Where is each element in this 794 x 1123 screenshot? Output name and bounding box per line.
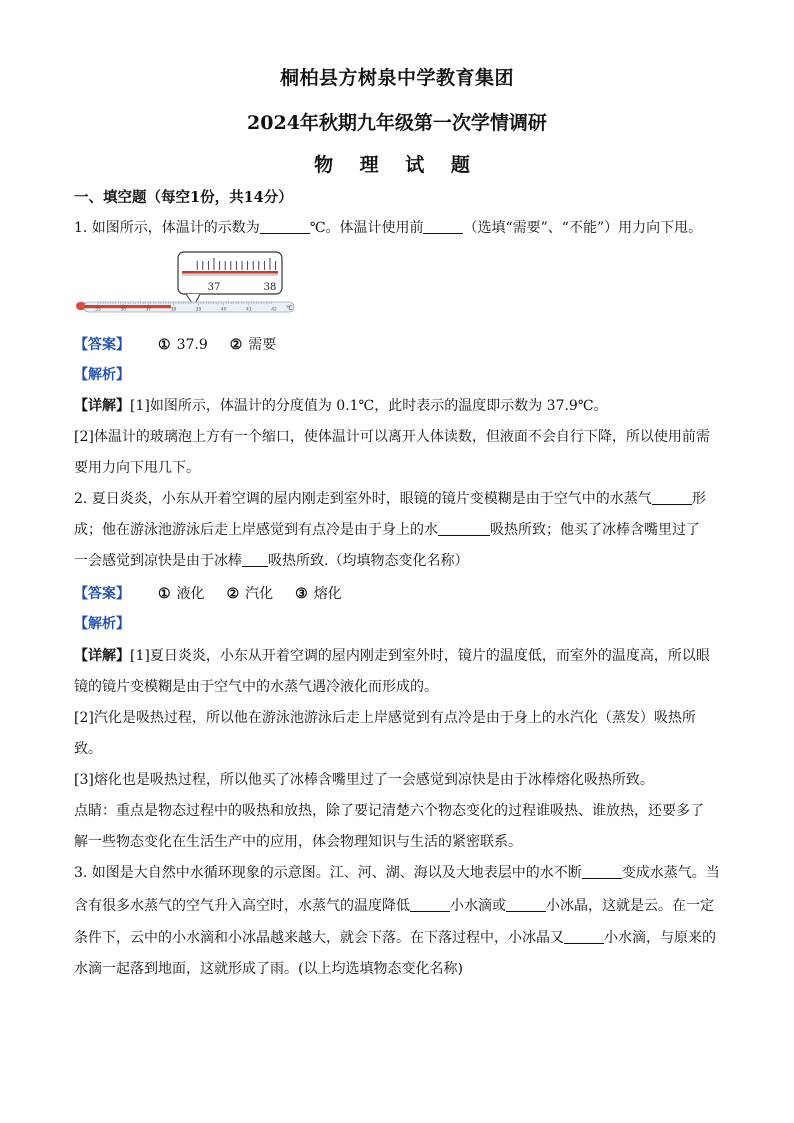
- q1-analysis-label: 【解析】: [74, 367, 130, 383]
- q3-stem-line-4: 水滴一起落到地面，这就形成了雨。(以上均选填物态变化名称): [74, 961, 463, 977]
- thermometer-figure: [74, 250, 298, 320]
- zoom-label-left: 37: [207, 282, 221, 293]
- scale-label: 38: [170, 307, 177, 313]
- scale-label: 35: [95, 307, 101, 313]
- q2-blank-2[interactable]: [438, 521, 490, 536]
- q2-stem-line-1: 2. 夏日炎炎，小东从开着空调的屋内刚走到室外时，眼镜的镜片变模糊是由于空气中的水蒸气 形: [74, 491, 706, 507]
- subject-title: 物 理 试 题: [314, 154, 480, 176]
- q2-analysis-label: 【解析】: [74, 616, 130, 632]
- q1-stem: 1. 如图所示，体温计的示数为 ℃。体温计使用前 （选填“需要”、“不能”）用力向下甩。: [74, 220, 703, 236]
- scale-label: 37: [145, 307, 152, 313]
- q1-detail-2a: [2]体温计的玻璃泡上方有一个缩口，使体温计可以离开人体读数，但液面不会自行下降，所以使用前需: [74, 429, 710, 445]
- scale-label: 36: [120, 307, 126, 313]
- q3-blank-3[interactable]: [506, 897, 546, 912]
- q1-blank-1[interactable]: [260, 219, 310, 234]
- scale-label: 42: [271, 307, 277, 313]
- q3-stem-line-2: 含有很多水蒸气的空气升入高空时，水蒸气的温度降低 小水滴或 小冰晶，这就是云。在一定: [74, 898, 714, 914]
- q3-blank-1[interactable]: [582, 864, 622, 879]
- q2-answer: [74, 583, 364, 603]
- section-heading: 一、填空题（每空1份，共14分）: [74, 189, 293, 206]
- answer-label: 【答案】: [74, 337, 130, 353]
- q2-blank-1[interactable]: [652, 490, 692, 505]
- q2-stem-line-3: 一会感觉到凉快是由于冰棒 吸热所致.（均填物态变化名称）: [74, 553, 469, 569]
- exam-title: 2024年秋期九年级第一次学情调研: [247, 112, 547, 134]
- q2-answer-1: ① 液化: [158, 586, 205, 602]
- q1-detail-2b: 要用力向下甩几下。: [74, 460, 200, 476]
- q1-blank-2[interactable]: [423, 219, 463, 234]
- q2-blank-3[interactable]: [242, 552, 268, 567]
- q1-detail-1: 【详解】[1]如图所示，体温计的分度值为 0.1℃，此时表示的温度即示数为 37.9℃。: [74, 398, 608, 414]
- q3-stem-line-1: 3. 如图是大自然中水循环现象的示意图。江、河、湖、海以及大地表层中的水不断 变成水蒸气。当: [74, 865, 720, 881]
- zoom-label-right: 38: [263, 282, 277, 293]
- scale-label: 40: [220, 307, 227, 313]
- q2-answer-2: ② 汽化: [226, 586, 274, 602]
- q1-answer-1: ① 37.9: [158, 337, 208, 353]
- q2-stem-line-2: 成；他在游泳池游泳后走上岸感觉到有点冷是由于身上的水 吸热所致；他买了冰棒含嘴里过了: [74, 522, 700, 538]
- q2-detail-2b: 致。: [74, 741, 102, 757]
- q1-answer: [74, 334, 298, 354]
- q3-blank-2[interactable]: [410, 897, 450, 912]
- q2-note-a: 点睛：重点是物态过程中的吸热和放热，除了要记清楚六个物态变化的过程谁吸热、谁放热，还要多了: [74, 803, 704, 819]
- q2-detail-1a: 【详解】[1]夏日炎炎，小东从开着空调的屋内刚走到室外时，镜片的温度低，而室外的温度高，所以眼: [74, 648, 710, 664]
- q2-note-b: 解一些物态变化在生活生产中的应用，体会物理知识与生活的紧密联系。: [74, 834, 522, 850]
- q3-stem-line-3: 条件下，云中的小水滴和小冰晶越来越大，就会下落。在下落过程中，小冰晶又 小水滴，与原来的: [74, 930, 716, 946]
- q2-detail-1b: 镜的镜片变模糊是由于空气中的水蒸气遇冷液化而形成的。: [74, 679, 438, 695]
- scale-label: 41: [246, 307, 252, 313]
- thermometer-unit: ℃: [286, 305, 293, 312]
- school-title: 桐柏县方树泉中学教育集团: [279, 67, 514, 89]
- q1-answer-2: ② 需要: [229, 337, 277, 353]
- scale-label: 39: [195, 307, 202, 313]
- q2-answer-3: ③ 熔化: [295, 586, 342, 602]
- q2-detail-3: [3]熔化也是吸热过程，所以他买了冰棒含嘴里过了一会感觉到凉快是由于冰棒熔化吸热所致。: [74, 772, 654, 788]
- answer-label: 【答案】: [74, 586, 130, 602]
- zoom-mercury-column: [182, 271, 278, 274]
- q2-detail-2a: [2]汽化是吸热过程，所以他在游泳池游泳后走上岸感觉到有点冷是由于身上的水汽化（蒸发）吸热所: [74, 710, 696, 726]
- q3-blank-4[interactable]: [564, 929, 604, 944]
